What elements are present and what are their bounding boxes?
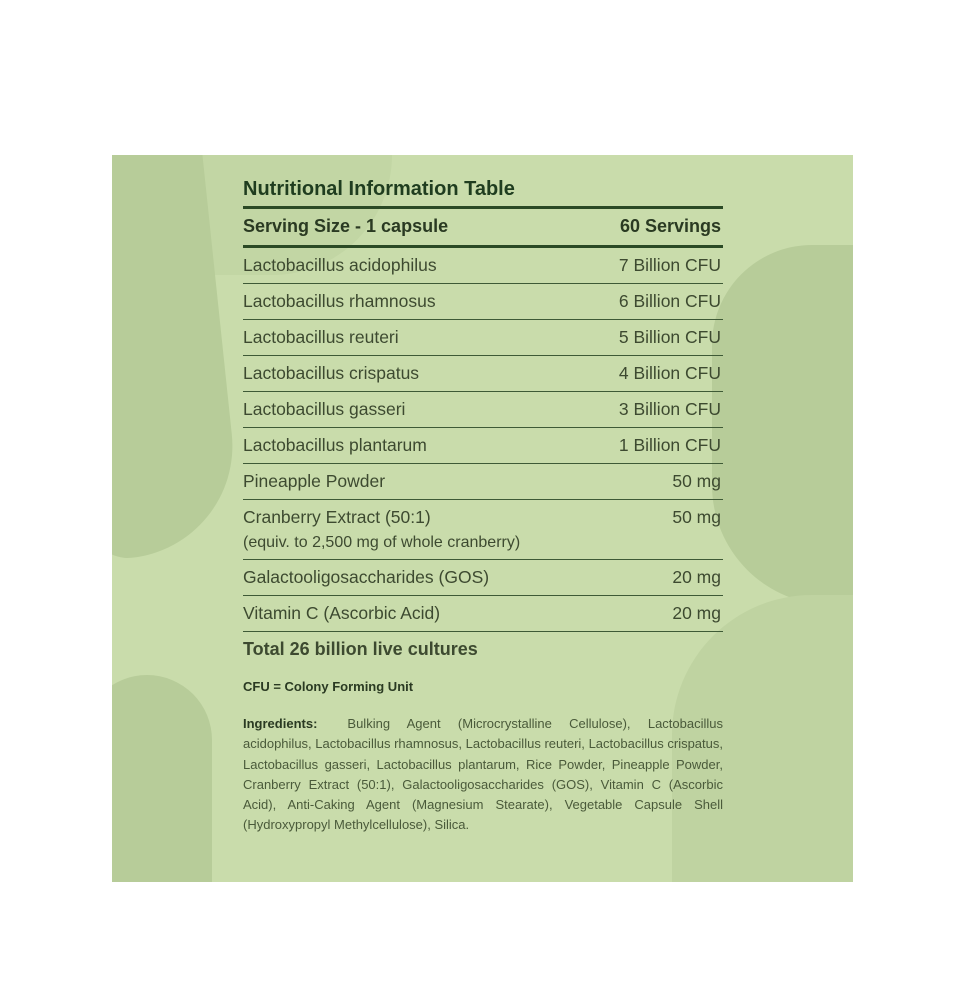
background-shape — [112, 675, 212, 882]
row-name: Lactobacillus reuteri — [243, 327, 399, 347]
table-row — [243, 320, 723, 356]
table-row — [243, 500, 723, 560]
ingredients — [243, 714, 723, 836]
row-note: (equiv. to 2,500 mg of whole cranberry) — [243, 534, 521, 551]
serving-row — [243, 209, 723, 248]
row-value: 4 Billion CFU — [618, 363, 721, 383]
row-value: 50 mg — [672, 471, 721, 491]
row-value: 20 mg — [672, 567, 721, 587]
row-value: 7 Billion CFU — [618, 255, 721, 275]
ingredients-text: Bulking Agent (Microcrystalline Cellulose), Lactobacillus acidophilus, Lactobacillus rhamnosus, Lactobacillus reuteri, Lactobacillus crispatus, Lactobacillus gasseri, Lactobacillus plantarum, Rice Powder, Pineapple Powder, Cranberry Extract (50:1), Galactooligosaccharides (GOS), Vitamin C (Ascorbic Acid), Anti-Caking Agent (Magnesium Stearate), Vegetable Capsule Shell (Hydroxypropyl Methylcellulose), Silica. — [243, 716, 723, 833]
row-name: Lactobacillus plantarum — [243, 435, 427, 455]
table-row — [243, 560, 723, 596]
table-row — [243, 284, 723, 320]
table-row — [243, 248, 723, 284]
row-name: Vitamin C (Ascorbic Acid) — [243, 603, 441, 623]
serving-label: Serving Size - 1 capsule — [243, 216, 449, 236]
row-value: 1 Billion CFU — [618, 435, 721, 455]
row-name: Lactobacillus acidophilus — [243, 255, 437, 275]
table-title: Nutritional Information Table — [243, 172, 723, 209]
row-value: 3 Billion CFU — [618, 399, 721, 419]
row-name: Lactobacillus rhamnosus — [243, 291, 436, 311]
table-row — [243, 428, 723, 464]
cfu-note: CFU = Colony Forming Unit — [243, 679, 414, 694]
table-row — [243, 464, 723, 500]
nutrition-table — [243, 172, 723, 836]
row-name: Lactobacillus crispatus — [243, 363, 420, 383]
row-value: 6 Billion CFU — [618, 291, 721, 311]
row-value: 50 mg — [672, 507, 721, 527]
row-name: Lactobacillus gasseri — [243, 399, 406, 419]
table-row — [243, 392, 723, 428]
row-name: Cranberry Extract (50:1) — [243, 507, 431, 527]
serving-value: 60 Servings — [619, 216, 721, 236]
total-text: Total 26 billion live cultures — [243, 639, 478, 659]
table-row — [243, 596, 723, 632]
row-value: 20 mg — [672, 603, 721, 623]
row-name: Galactooligosaccharides (GOS) — [243, 567, 490, 587]
total-row — [243, 632, 723, 667]
row-name: Pineapple Powder — [243, 471, 386, 491]
background-shape — [712, 245, 853, 605]
table-row — [243, 356, 723, 392]
ingredients-label: Ingredients: — [243, 716, 318, 731]
row-value: 5 Billion CFU — [618, 327, 721, 347]
